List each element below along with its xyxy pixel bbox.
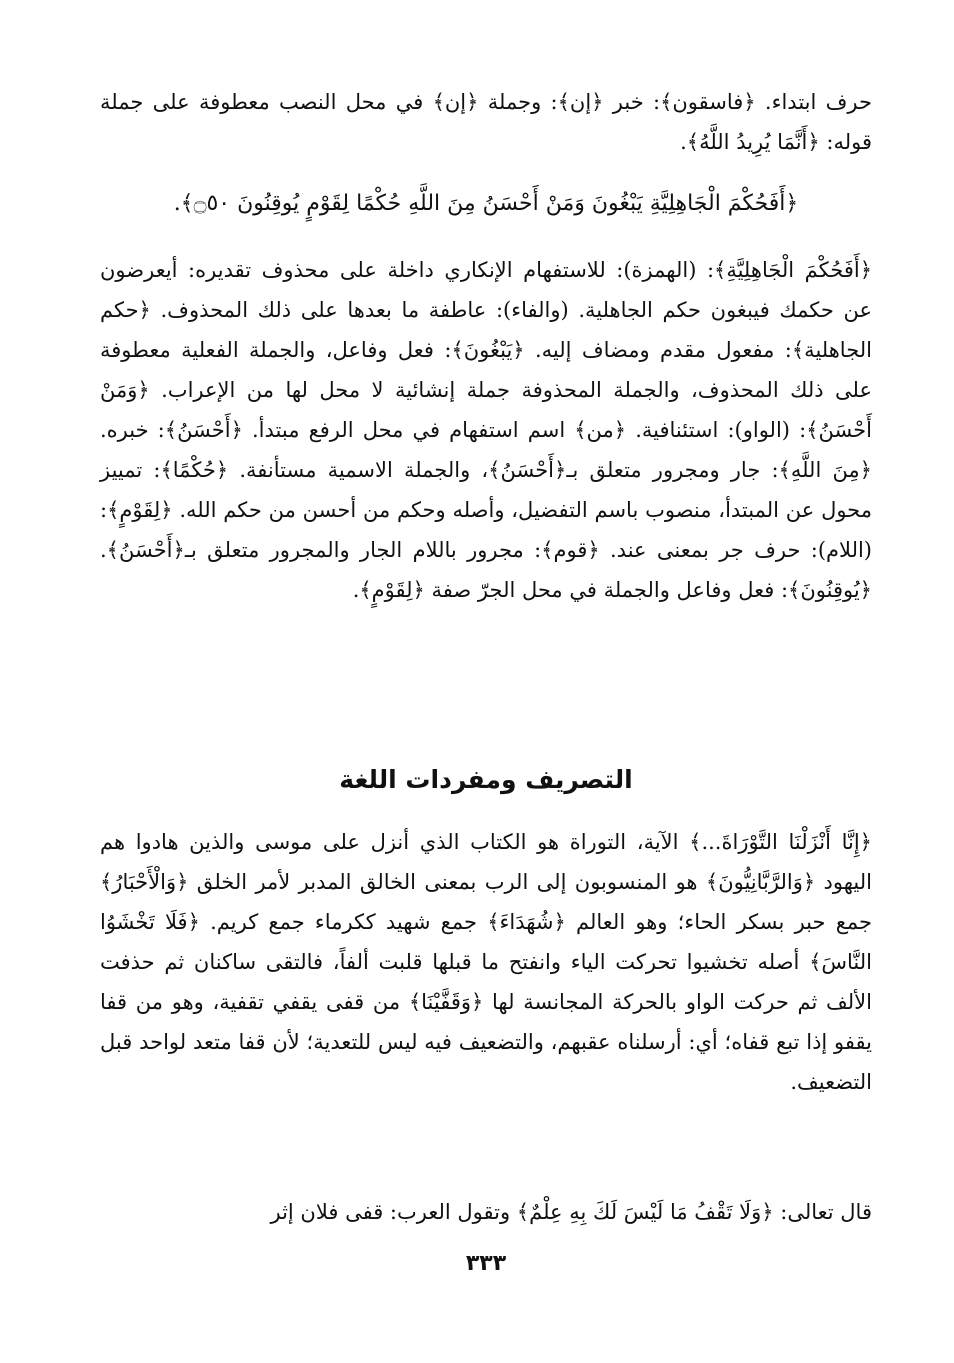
continuation-paragraph: قال تعالى: ﴿وَلَا تَقْفُ مَا لَيْسَ لَكَ بِهِ عِلْمٌ﴾ وتقول العرب: قفى فلان إثر [270,1200,872,1224]
grammar-paragraph: ﴿أَفَحُكْمَ الْجَاهِلِيَّةِ﴾: (الهمزة): للاستفهام الإنكاري داخلة على محذوف تقديره: أيعرضون عن حكمك فيبغون حكم الجاهلية. (والفاء): عاطفة ما بعدها على ذلك المحذوف. ﴿حكم الجاهلية﴾: مفعول مقدم ومضاف إليه. ﴿يَبْغُونَ﴾: فعل وفاعل، والجملة الفعلية معطوفة على ذلك المحذوف، والجملة المحذوفة جملة إنشائية لا محل لها من الإعراب. ﴿وَمَنْ أَحْسَنُ﴾: (الواو): استئنافية. ﴿من﴾ اسم استفهام في محل الرفع مبتدأ. ﴿أَحْسَنُ﴾: خبره. ﴿مِنَ اللَّهِ﴾: جار ومجرور متعلق بـ﴿أَحْسَنُ﴾، والجملة الاسمية مستأنفة. ﴿حُكْمًا﴾: تمييز محول عن المبتدأ، منصوب باسم التفضيل، وأصله وحكم من أحسن من حكم الله. ﴿لِقَوْمٍ﴾: (اللام): حرف جر بمعنى عند. ﴿قوم﴾: مجرور باللام الجار والمجرور متعلق بـ﴿أَحْسَنُ﴾. ﴿يُوقِنُونَ﴾: فعل وفاعل والجملة في محل الجرّ صفة ﴿لِقَوْمٍ﴾. [100,258,872,602]
page-number: ٣٣٣ [465,1250,507,1276]
morphology-paragraph: ﴿إِنَّا أَنْزَلْنَا التَّوْرَاةَ...﴾ الآية، التوراة هو الكتاب الذي أنزل على موسى والذين هادوا هم اليهود ﴿وَالرَّبَّانِيُّونَ﴾ هو المنسوبون إلى الرب بمعنى الخالق المدبر لأمر الخلق ﴿وَالْأَحْبَارُ﴾ جمع حبر بسكر الحاء؛ وهو العالم ﴿شُهَدَاءَ﴾ جمع شهيد ككرماء جمع كريم. ﴿فَلَا تَخْشَوُا النَّاسَ﴾ أصله تخشيوا تحركت الياء وانفتح ما قبلها قلبت ألفاً، فالتقى ساكنان ثم حذفت الألف ثم حركت الواو بالحركة المجانسة لها ﴿وَقَفَّيْنَا﴾ من قفى يقفي تقفية، وهو من قفا يقفو إذا تبع قفاه؛ أي: أرسلناه عقبهم، والتضعيف فيه ليس للتعدية؛ لأن قفا متعد لواحد قبل التضعيف. [100,830,872,1094]
quran-verse: ﴿أَفَحُكْمَ الْجَاهِلِيَّةِ يَبْغُونَ وَمَنْ أَحْسَنُ مِنَ اللَّهِ حُكْمًا لِقَوْمٍ يُوقِنُونَ ۝٥٠﴾. [173,191,799,216]
intro-paragraph: حرف ابتداء. ﴿فاسقون﴾: خبر ﴿إن﴾: وجملة ﴿إن﴾ في محل النصب معطوفة على جملة قوله: ﴿أَنَّمَا يُرِيدُ اللَّهُ﴾. [100,90,872,154]
section-heading: التصريف ومفردات اللغة [339,765,633,794]
